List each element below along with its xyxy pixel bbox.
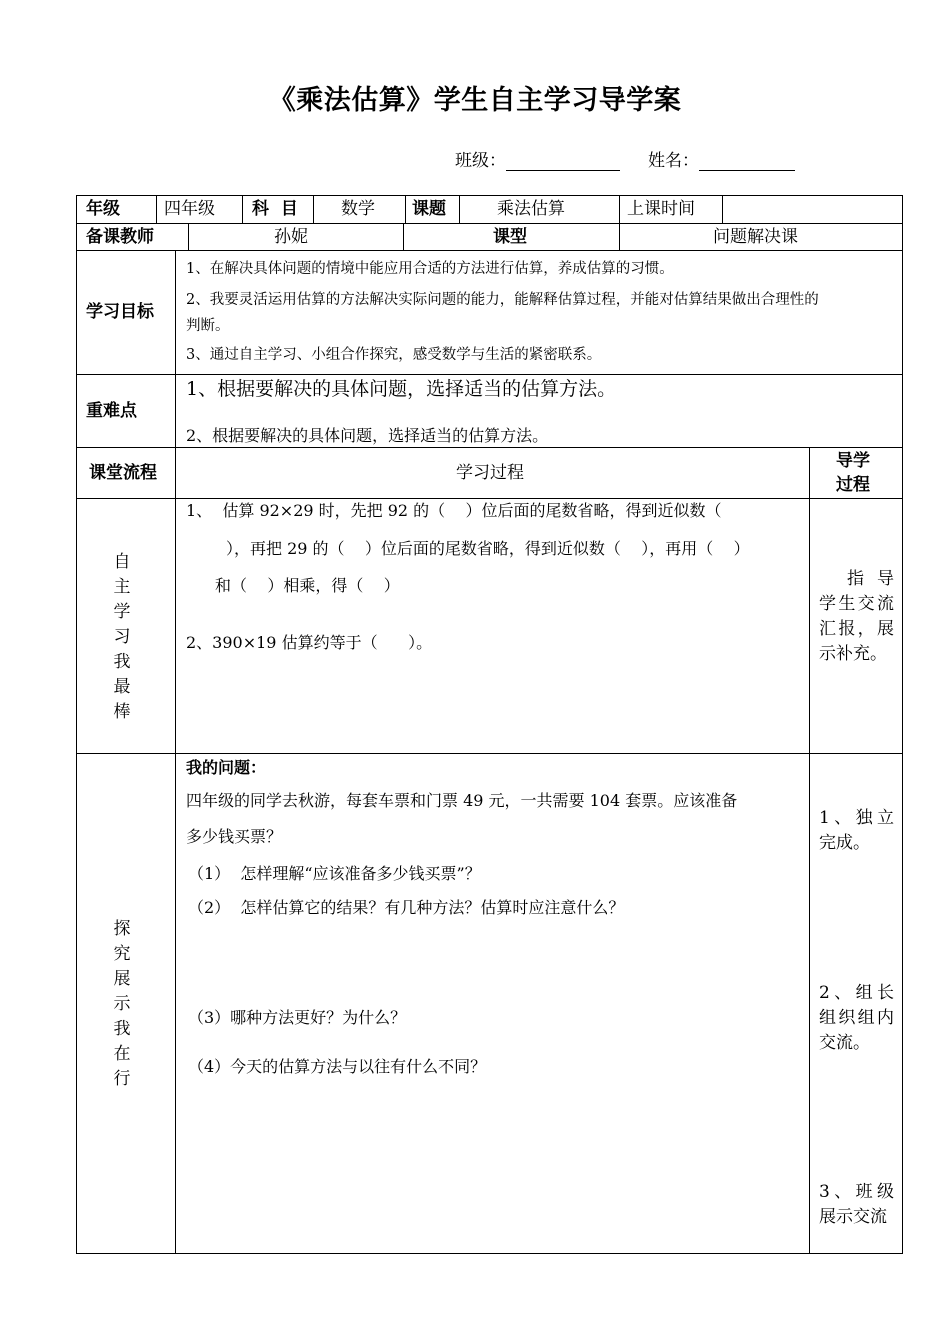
guide-label: 过程 xyxy=(836,475,870,495)
row-divider xyxy=(76,223,903,224)
keypoint-item: 2、根据要解决的具体问题，选择适当的估算方法。 xyxy=(186,426,549,445)
row-divider xyxy=(76,753,903,754)
self-study-label: 自 主 学 习 我 最 棒 xyxy=(113,552,131,722)
self-study-guide: 指导学生交流汇报，展示补充。 xyxy=(819,569,894,664)
question-item: （1） 怎样理解“应该准备多少钱买票”？ xyxy=(188,864,481,883)
class-field xyxy=(455,146,620,171)
explore-guide-step: 1、独立完成。 xyxy=(819,808,894,853)
topic-value: 乘法估算 xyxy=(497,199,565,219)
exercise-line: 1、 估算 92×29 时，先把 92 的（ ）位后面的尾数省略，得到近似数（ xyxy=(186,501,722,520)
process-label: 学习过程 xyxy=(456,463,524,483)
grade-label: 年级 xyxy=(86,199,120,219)
exercise-line: 和（ ）相乘，得（ ） xyxy=(215,576,400,595)
row-divider xyxy=(76,498,903,499)
goal-item: 判断。 xyxy=(186,318,230,334)
row-divider xyxy=(76,447,903,448)
row-divider xyxy=(76,374,903,375)
keypoints-label: 重难点 xyxy=(86,401,137,421)
class-label: 班级： xyxy=(455,151,506,171)
subject-label: 科 目 xyxy=(252,199,298,219)
question-item: （4）今天的估算方法与以往有什么不同？ xyxy=(188,1057,487,1076)
exercise-line: 2、390×19 估算约等于（ ）。 xyxy=(186,633,433,652)
problem-text: 四年级的同学去秋游，每套车票和门票 49 元，一共需要 104 套票。应该准备 xyxy=(186,791,738,810)
grade-value: 四年级 xyxy=(164,199,215,219)
subject-value: 数学 xyxy=(341,199,375,219)
explore-guide-step: 2、组长组织组内交流。 xyxy=(819,983,894,1053)
my-question-heading: 我的问题： xyxy=(186,758,267,777)
class-blank[interactable] xyxy=(506,152,620,171)
question-item: （2） 怎样估算它的结果？有几种方法？估算时应注意什么？ xyxy=(188,898,625,917)
goal-item: 2、我要灵活运用估算的方法解决实际问题的能力，能解释估算过程，并能对估算结果做出合理性的 xyxy=(186,292,819,308)
explore-guide-step: 3、班级展示交流 xyxy=(819,1182,894,1227)
lesson-type-label: 课型 xyxy=(493,227,527,247)
topic-label: 课题 xyxy=(412,199,446,219)
keypoint-item: 1、根据要解决的具体问题，选择适当的估算方法。 xyxy=(186,378,617,400)
page-title: 《乘法估算》学生自主学习导学案 xyxy=(268,85,682,116)
teacher-value: 孙妮 xyxy=(274,227,308,247)
goal-item: 1、在解决具体问题的情境中能应用合适的方法进行估算，养成估算的习惯。 xyxy=(186,261,674,277)
flow-label: 课堂流程 xyxy=(89,463,157,483)
exercise-line: ），再把 29 的（ ）位后面的尾数省略，得到近似数（ ），再用（ ） xyxy=(226,539,750,558)
class-time-label: 上课时间 xyxy=(627,199,695,219)
question-item: （3）哪种方法更好？为什么？ xyxy=(188,1008,407,1027)
row-divider xyxy=(76,250,903,251)
name-field xyxy=(648,146,795,171)
goals-label: 学习目标 xyxy=(86,302,154,322)
guide-label: 导学 xyxy=(836,451,870,471)
teacher-label: 备课教师 xyxy=(86,227,154,247)
name-label: 姓名： xyxy=(648,151,699,171)
goal-item: 3、通过自主学习、小组合作探究，感受数学与生活的紧密联系。 xyxy=(186,347,602,363)
problem-text: 多少钱买票？ xyxy=(186,827,283,846)
explore-label: 探 究 展 示 我 在 行 xyxy=(113,919,131,1089)
name-blank[interactable] xyxy=(699,152,795,171)
lesson-type-value: 问题解决课 xyxy=(713,227,798,247)
